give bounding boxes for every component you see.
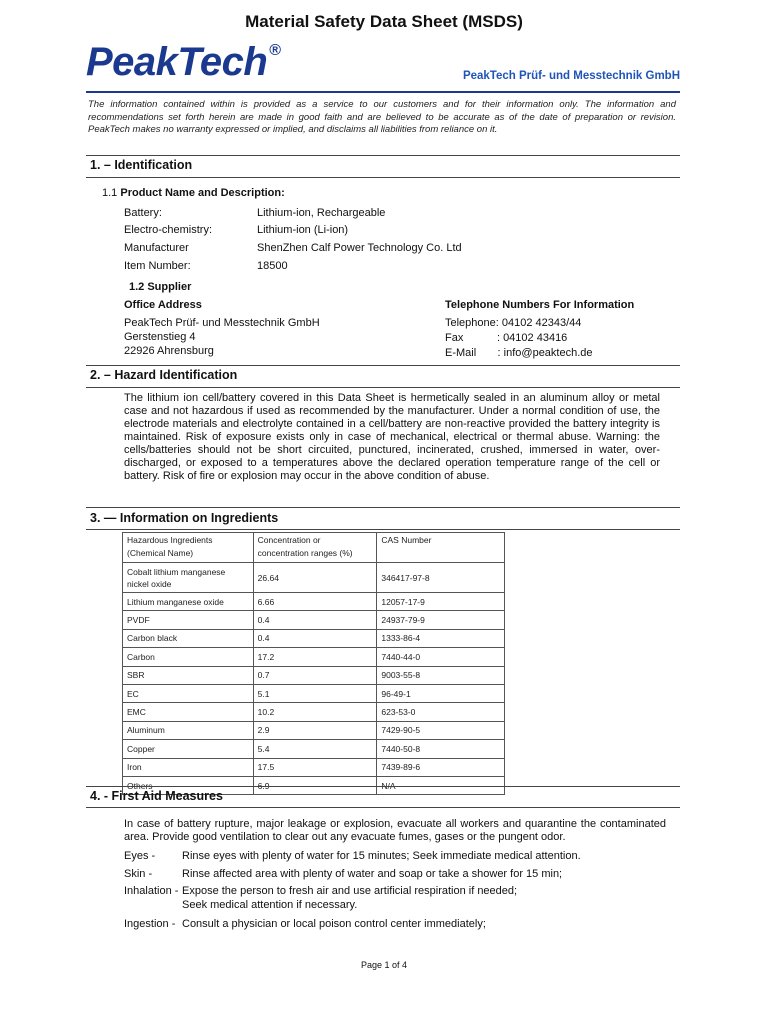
office-line: 22926 Ahrensburg (124, 345, 214, 357)
first-aid-text: Rinse eyes with plenty of water for 15 minutes; Seek immediate medical attention. (182, 850, 581, 862)
ingredient-concentration: 6.9 (253, 776, 377, 794)
office-address-title: Office Address (124, 299, 202, 311)
ingredient-name: Carbon black (123, 629, 254, 647)
supplier-title: 1.2 Supplier (129, 281, 192, 293)
table-row (123, 593, 505, 611)
ingredient-cas: 12057-17-9 (377, 593, 505, 611)
subsection-title: Product Name and Description: (120, 187, 285, 199)
table-header-row (123, 533, 505, 563)
ingredient-concentration: 6.66 (253, 593, 377, 611)
product-value: Lithium-ion (Li-ion) (257, 224, 349, 236)
subsection-number: 1.1 (102, 187, 118, 199)
table-row (123, 629, 505, 647)
table-row (123, 758, 505, 776)
ingredient-concentration: 2.9 (253, 721, 377, 739)
peaktech-logo (86, 40, 281, 85)
section-rule (86, 507, 680, 508)
first-aid-text: Consult a physician or local poison control center immediately; (182, 918, 486, 930)
product-value: ShenZhen Calf Power Technology Co. Ltd (257, 242, 462, 254)
product-label: Battery: (124, 207, 162, 219)
column-header: CAS Number (377, 533, 505, 563)
section-rule (86, 529, 680, 530)
ingredient-cas: 7429-90-5 (377, 721, 505, 739)
ingredient-cas: 96-49-1 (377, 684, 505, 702)
ingredient-name: SBR (123, 666, 254, 684)
ingredient-cas: 7439-89-6 (377, 758, 505, 776)
table-row (123, 684, 505, 702)
fax-line: Fax : 04102 43416 (445, 332, 568, 344)
ingredient-name: Iron (123, 758, 254, 776)
ingredient-concentration: 5.4 (253, 740, 377, 758)
ingredient-cas: 7440-50-8 (377, 740, 505, 758)
first-aid-label: Skin - (124, 868, 153, 880)
ingredient-concentration: 0.4 (253, 611, 377, 629)
phone-line: Telephone: 04102 42343/44 (445, 317, 582, 329)
email-line[interactable]: E-Mail : info@peaktech.de (445, 347, 593, 359)
ingredient-concentration: 17.2 (253, 648, 377, 666)
ingredient-concentration: 0.4 (253, 629, 377, 647)
section-rule (86, 387, 680, 388)
ingredient-cas: N/A (377, 776, 505, 794)
column-header: Concentration or concentration ranges (%) (253, 533, 377, 563)
first-aid-label: Inhalation - (124, 885, 179, 897)
disclaimer: The information contained within is provided as a service to our customers and for their information only. The information and recommendations set forth herein are made in good faith and are believed to be accurate as of the date of preparation or revision. PeakTech makes no warranty expressed or implied, and disclaims all liabilities from reliance on it. (88, 99, 676, 135)
product-label: Electro-chemistry: (124, 224, 213, 236)
section-4-title: 4. - First Aid Measures (90, 789, 223, 803)
ingredient-cas: 1333-86-4 (377, 629, 505, 647)
table-row (123, 740, 505, 758)
first-aid-label: Ingestion - (124, 918, 176, 930)
logo-text: PeakTech (86, 40, 268, 84)
ingredient-cas: 9003-55-8 (377, 666, 505, 684)
table-row (123, 721, 505, 739)
ingredient-concentration: 26.64 (253, 563, 377, 593)
ingredient-name: Cobalt lithium manganese nickel oxide (123, 563, 254, 593)
table-row (123, 563, 505, 593)
product-label: Item Number: (124, 260, 191, 272)
ingredient-concentration: 10.2 (253, 703, 377, 721)
ingredients-table (122, 532, 505, 795)
subsection-1-1 (102, 187, 285, 199)
ingredient-cas: 7440-44-0 (377, 648, 505, 666)
header-rule (86, 91, 680, 93)
ingredient-concentration: 0.7 (253, 666, 377, 684)
company-name: PeakTech Prüf- und Messtechnik GmbH (462, 70, 680, 82)
first-aid-ingestion (124, 918, 664, 930)
ingredient-concentration: 5.1 (253, 684, 377, 702)
ingredient-name: Copper (123, 740, 254, 758)
registered-mark: ® (269, 41, 281, 59)
phone-title: Telephone Numbers For Information (445, 299, 635, 311)
ingredient-name: Carbon (123, 648, 254, 666)
office-line: Gerstenstieg 4 (124, 331, 196, 343)
product-value: Lithium-ion, Rechargeable (257, 207, 386, 219)
office-line: PeakTech Prüf- und Messtechnik GmbH (124, 317, 320, 329)
section-2-title: 2. – Hazard Identification (90, 368, 238, 382)
first-aid-inhalation (124, 885, 664, 897)
page-number: Page 1 of 4 (360, 960, 408, 970)
section-rule (86, 155, 680, 156)
ingredient-concentration: 17.5 (253, 758, 377, 776)
ingredient-cas: 24937-79-9 (377, 611, 505, 629)
ingredient-cas: 623-53-0 (377, 703, 505, 721)
first-aid-inhalation-cont: Seek medical attention if necessary. (182, 899, 358, 911)
hazard-text: The lithium ion cell/battery covered in this Data Sheet is hermetically sealed in an aluminum alloy or metal case and not hazardous if used as recommended by the manufacturer. Under a normal condition of use, the electrode materials and electrolyte contained in a cell/battery are non-reactive provided the battery integrity is maintained. Risk of exposure exists only in case of mechanical, electrical or thermal abuse. Warning: the cells/batteries should not be short circuited, punctured, incinerated, crushed, immersed in water, over-discharged, or exposed to a temperatures above the declared operation temperature range of the cell or battery. Risk of fire or explosion may occur in the above condition of abuse. (124, 392, 660, 482)
first-aid-text: Rinse affected area with plenty of water and soap or take a shower for 15 min; (182, 868, 563, 880)
first-aid-intro: In case of battery rupture, major leakage or explosion, evacuate all workers and quarantine the contaminated area. Provide good ventilation to clear out any evacuate fumes, gases or the pungent odor. (124, 818, 666, 843)
section-1-title: 1. – Identification (90, 158, 193, 172)
first-aid-eyes (124, 850, 664, 862)
ingredient-name: PVDF (123, 611, 254, 629)
ingredient-name: EMC (123, 703, 254, 721)
section-rule (86, 807, 680, 808)
ingredient-name: Aluminum (123, 721, 254, 739)
table-row (123, 703, 505, 721)
ingredient-name: EC (123, 684, 254, 702)
document-title: Material Safety Data Sheet (MSDS) (245, 12, 523, 31)
first-aid-label: Eyes - (124, 850, 156, 862)
first-aid-text: Expose the person to fresh air and use artificial respiration if needed; (182, 885, 518, 897)
product-value: 18500 (257, 260, 288, 272)
ingredient-name: Others (123, 776, 254, 794)
section-rule (86, 177, 680, 178)
ingredient-name: Lithium manganese oxide (123, 593, 254, 611)
table-row (123, 666, 505, 684)
section-3-title: 3. — Information on Ingredients (90, 511, 279, 525)
first-aid-skin (124, 868, 664, 880)
section-rule (86, 786, 680, 787)
product-label: Manufacturer (124, 242, 189, 254)
section-rule (86, 365, 680, 366)
table-row (123, 611, 505, 629)
table-row (123, 648, 505, 666)
ingredient-cas: 346417-97-8 (377, 563, 505, 593)
column-header: Hazardous Ingredients (Chemical Name) (123, 533, 254, 563)
